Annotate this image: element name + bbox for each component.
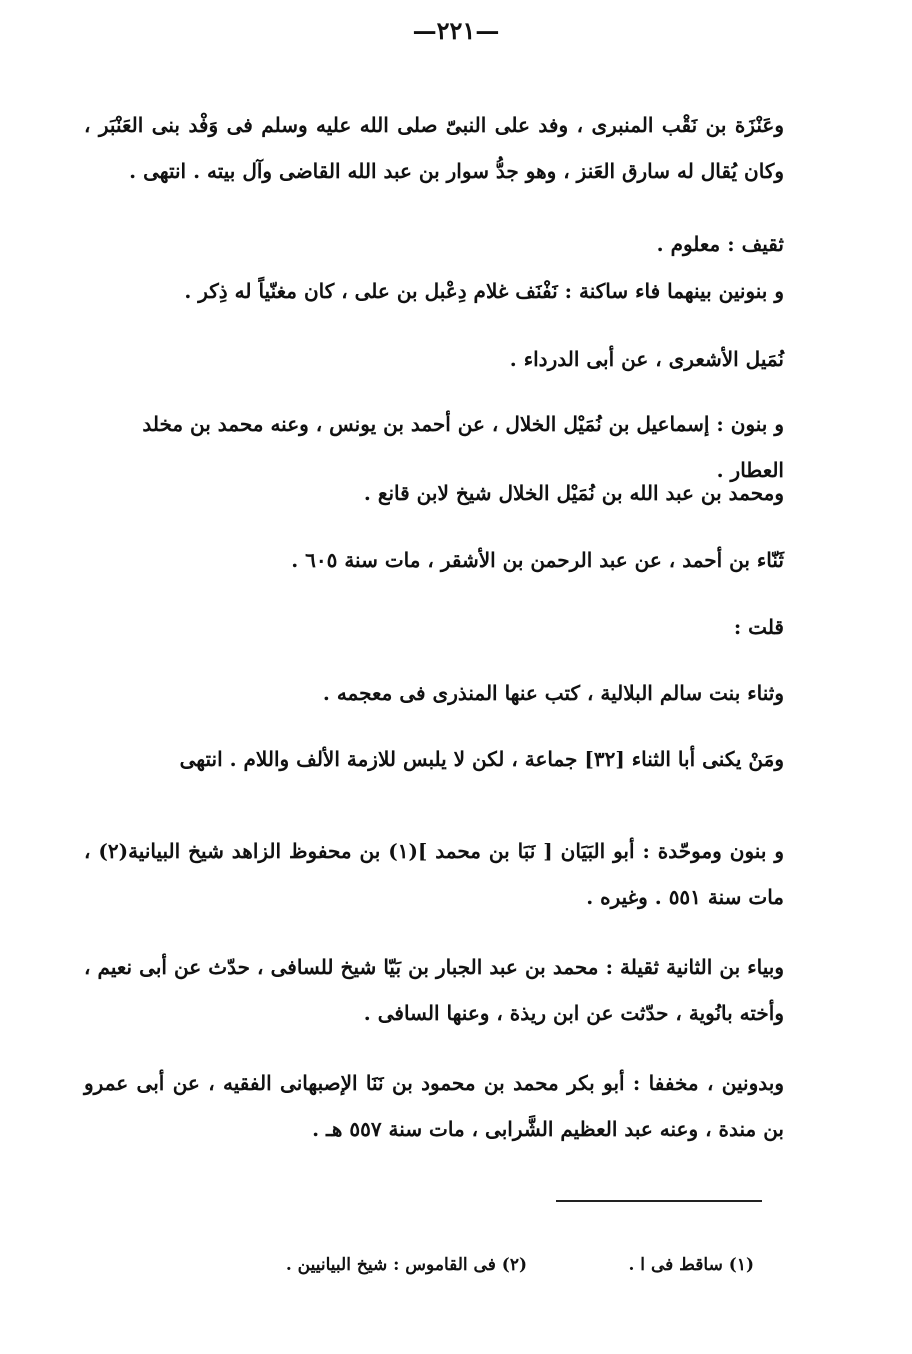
paragraph-bayya: وبياء بن الثانية ثقيلة : محمد بن عبد الجبار بن بَيّا شيخ للسافى ، حدّث عن أبى نعيم ، وأخته بانُوية ، حدّثت عن ابن ريذة ، وعنها السافى . — [84, 955, 784, 1025]
paragraph-abu-thana: ومَنْ يكنى أبا الثناء [٣٢] جماعة ، لكن لا يلبس للازمة الألف واللام . انتهى — [179, 747, 784, 771]
paragraph-thaqif: ثقيف : معلوم . — [656, 232, 784, 256]
footnote-1: (١) ساقط فى ا . — [628, 1255, 754, 1275]
paragraph-qult: قلت : — [733, 615, 784, 639]
footnote-2: (٢) فى القاموس : شيخ البيانيين . — [285, 1255, 527, 1275]
paragraph-nafnaf: و بنونين بينهما فاء ساكنة : نَفْنَف غلام دِعْبل بن على ، كان مغنّياً له ذِكر . — [184, 279, 784, 303]
paragraph-nana: وبدونين ، مخففا : أبو بكر محمد بن محمود بن نَنَا الإصبهانى الفقيه ، عن أبى عمرو بن مندة ، وعنه عبد العظيم الشَّرابى ، مات سنة ٥٥٧ هـ . — [84, 1071, 784, 1141]
paragraph-ismail: و بنون : إسماعيل بن نُمَيْل الخلال ، عن أحمد بن يونس ، وعنه محمد بن مخلد العطار . — [142, 412, 784, 482]
paragraph-numayl: نُمَيل الأشعرى ، عن أبى الدرداء . — [509, 347, 784, 371]
paragraph-anaza: وعَنْزَة بن نَقْب المنبرى ، وفد على النبىّ صلى الله عليه وسلم فى وَفْد بنى العَنْبَر ، وكان يُقال له سارق العَنز ، وهو جدُّ سوار بن عبد الله القاضى وآل بيته . انتهى . — [84, 113, 784, 183]
paragraph-muhammad: ومحمد بن عبد الله بن نُمَيْل الخلال شيخ لابن قانع . — [363, 481, 784, 505]
paragraph-thanna: ثَنّاء بن أحمد ، عن عبد الرحمن بن الأشقر ، مات سنة ٦٠٥ . — [291, 548, 784, 572]
paragraph-thanna-bint: وثناء بنت سالم البلالية ، كتب عنها المنذرى فى معجمه . — [322, 681, 784, 705]
footnote-divider — [556, 1200, 762, 1202]
page-number: —٢٢١— — [412, 16, 500, 45]
paragraph-abu-bayan: و بنون وموحّدة : أبو البَيَان [ نَبَا بن محمد ](١) بن محفوظ الزاهد شيخ البيانية(٢) ، مات سنة ٥٥١ . وغيره . — [84, 839, 784, 909]
